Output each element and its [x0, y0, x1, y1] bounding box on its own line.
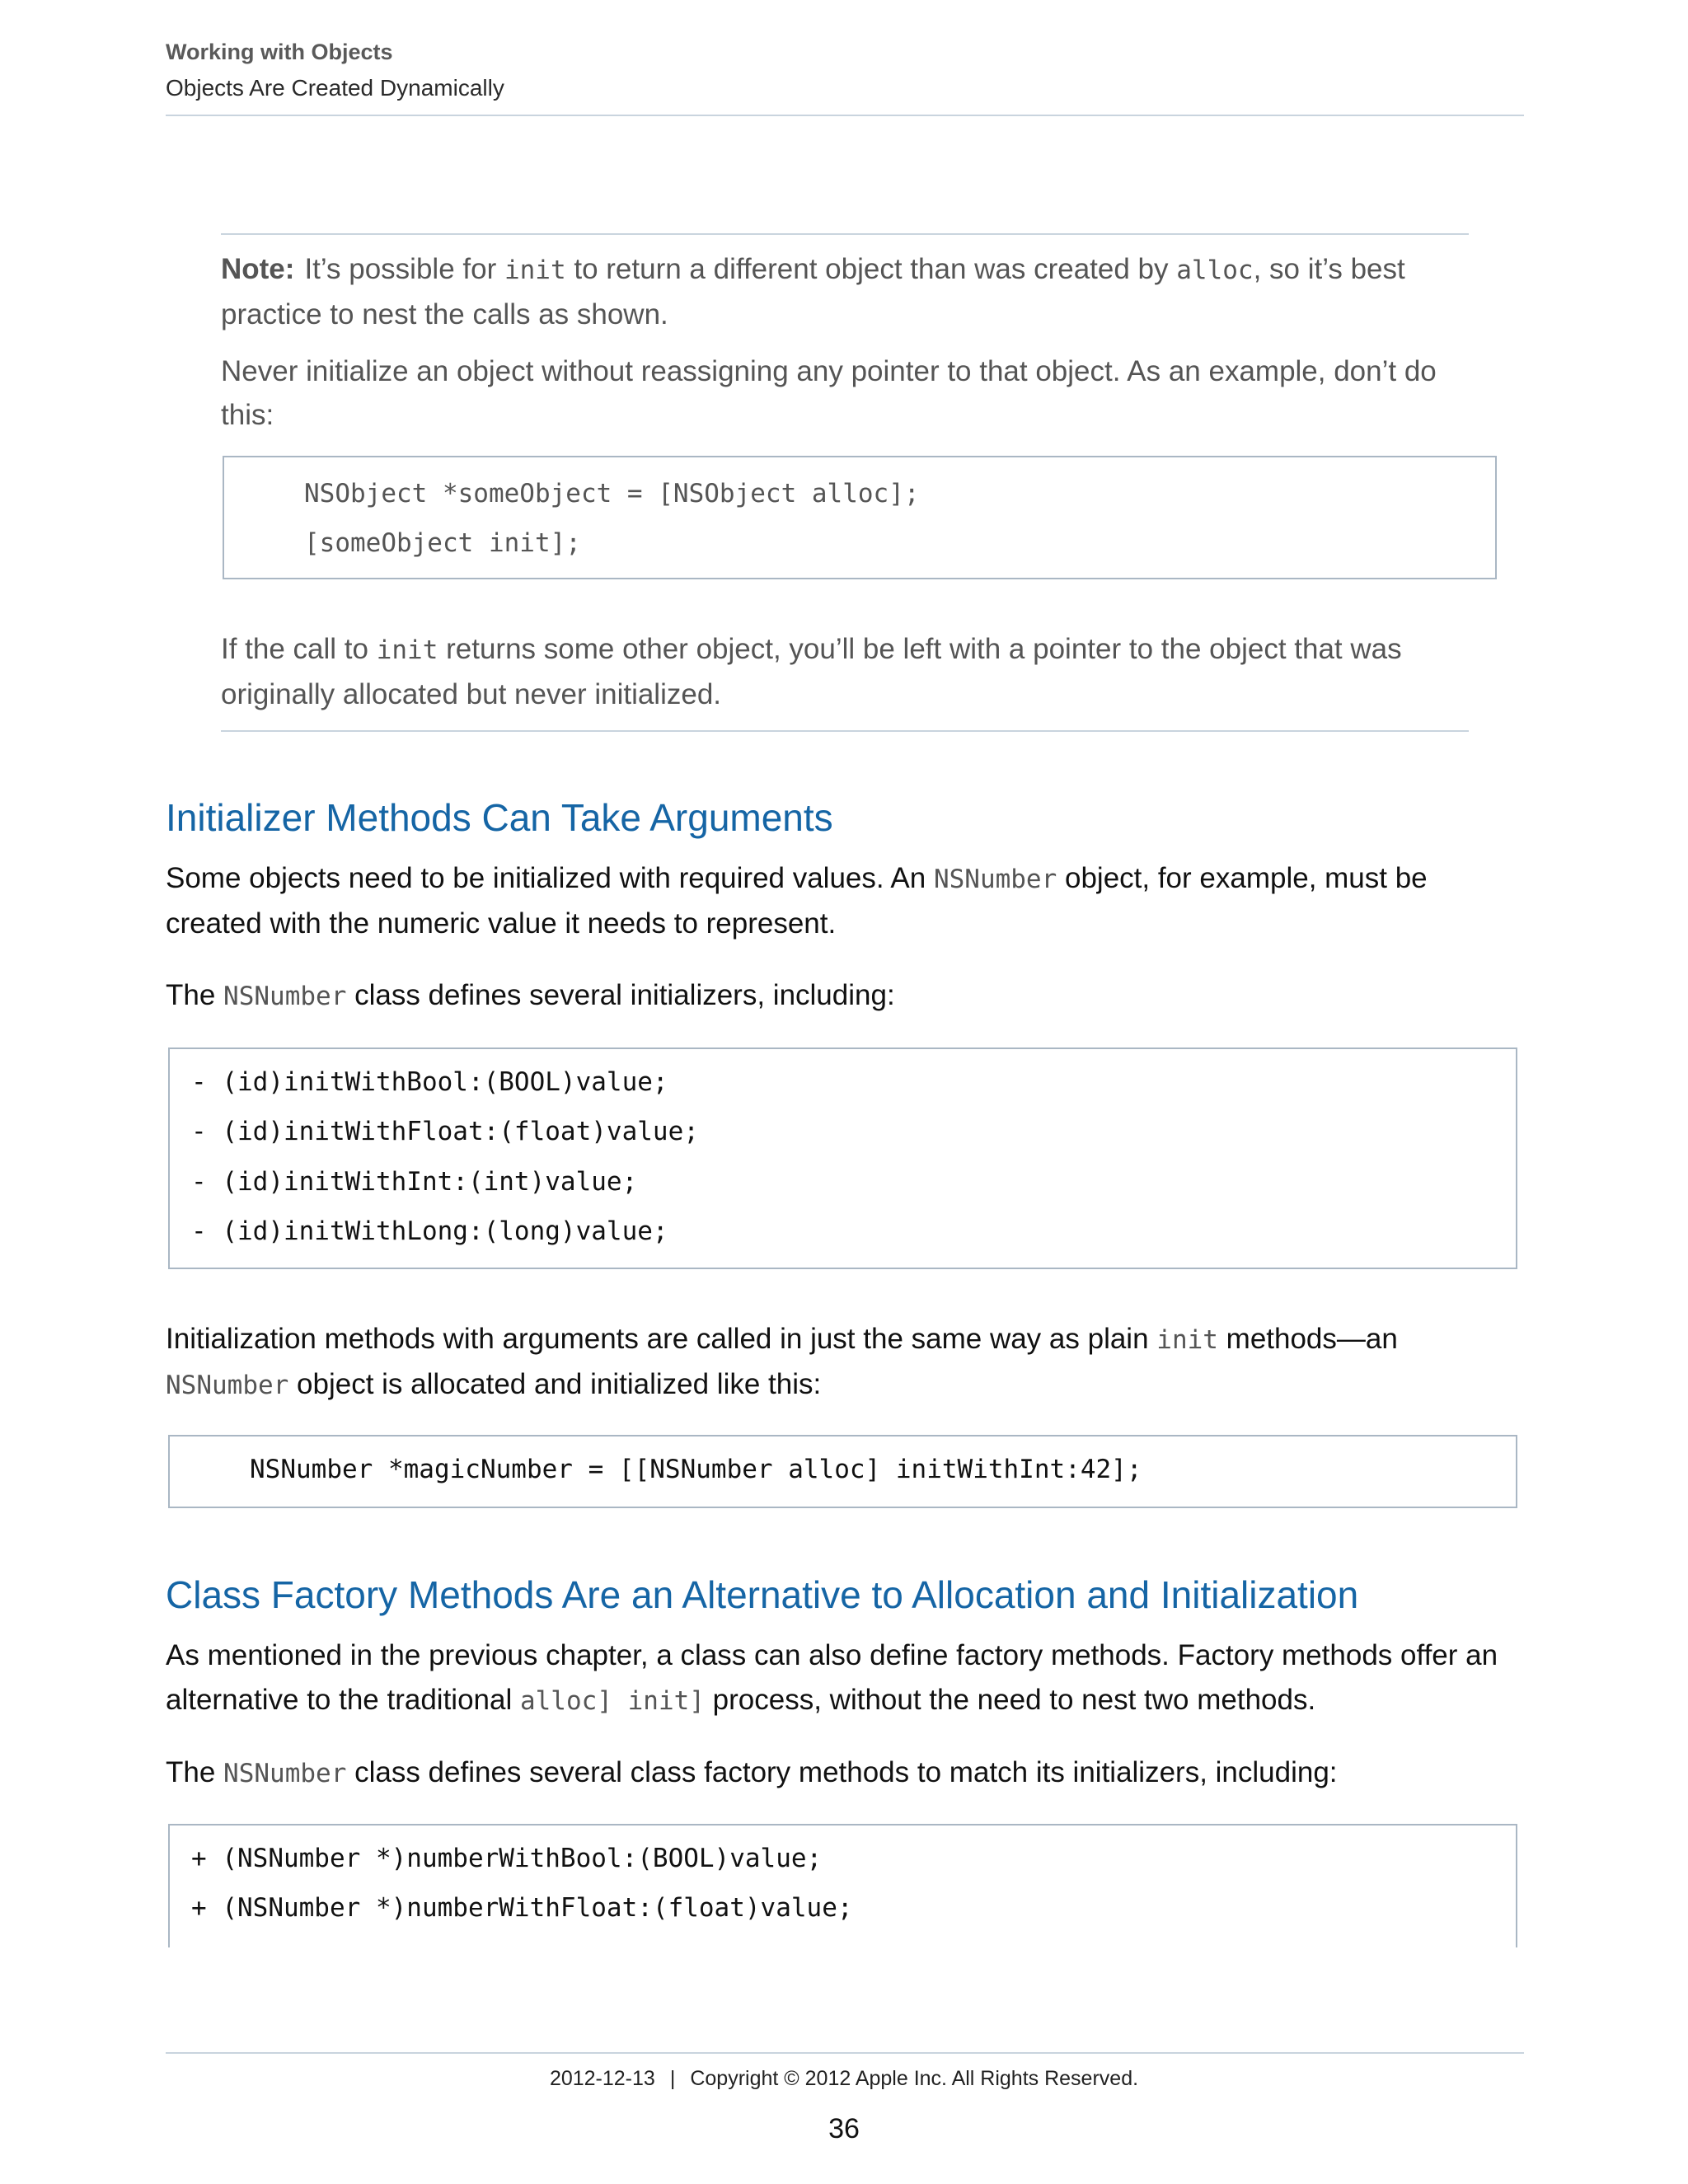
code-term: NSNumber: [166, 1371, 289, 1400]
note-label: Note:: [221, 253, 295, 285]
paragraph: Some objects need to be initialized with required values. An NSNumber object, for example, must be created with the numeric value it needs to represent.: [166, 862, 1428, 940]
magic-number-code-box: [168, 1435, 1517, 1508]
note-paragraph-1: Note: It’s possible for init to return a different object than was created by alloc, so it’s best practice to nest the calls as shown.: [221, 253, 1405, 330]
note-code-box: [223, 456, 1497, 579]
code-line: - (id)initWithFloat:(float)value;: [191, 1117, 699, 1146]
section-heading: Class Factory Methods Are an Alternative to Allocation and Initialization: [166, 1573, 1359, 1616]
code-line: + (NSNumber *)numberWithFloat:(float)value;: [191, 1893, 853, 1923]
paragraph: The NSNumber class defines several class factory methods to match its initializers, including:: [166, 1756, 1338, 1788]
paragraph: The NSNumber class defines several initializers, including:: [166, 979, 895, 1011]
code-term: init: [376, 635, 438, 665]
page-number: 36: [828, 2113, 860, 2144]
paragraph: Initialization methods with arguments are called in just the same way as plain init methods—an NSNumber object is allocated and initialized like this:: [166, 1323, 1398, 1400]
code-term: alloc] init]: [519, 1686, 705, 1716]
initializers-code-box: [168, 1047, 1517, 1269]
header-divider: [166, 115, 1524, 116]
note-paragraph-3: If the call to init returns some other object, you’ll be left with a pointer to the object that was originally allocated but never initialized.: [221, 633, 1402, 710]
code-line: [someObject init];: [304, 528, 581, 558]
code-term: init: [504, 255, 566, 285]
code-line: - (id)initWithInt:(int)value;: [191, 1167, 638, 1197]
paragraph: As mentioned in the previous chapter, a class can also define factory methods. Factory methods offer an alternative to the traditional alloc] init] process, without the need to nest two methods.: [166, 1639, 1498, 1716]
factory-methods-code-box: [168, 1824, 1517, 1947]
note-bottom-divider: [221, 730, 1469, 732]
code-line: NSObject *someObject = [NSObject alloc];: [304, 479, 920, 509]
code-line: - (id)initWithLong:(long)value;: [191, 1216, 668, 1246]
section-heading: Initializer Methods Can Take Arguments: [166, 796, 833, 839]
footer: [0, 2067, 1688, 2091]
code-term: alloc: [1176, 255, 1254, 285]
note-top-divider: [221, 233, 1469, 235]
footer-divider: [166, 2052, 1524, 2054]
code-term: NSNumber: [933, 865, 1057, 894]
code-line: NSNumber *magicNumber = [[NSNumber alloc] initWithInt:42];: [250, 1455, 1142, 1484]
section-title: Objects Are Created Dynamically: [166, 75, 504, 101]
code-line: + (NSNumber *)numberWithBool:(BOOL)value;: [191, 1844, 823, 1873]
footer-date: 2012-12-13: [549, 2067, 655, 2090]
chapter-title: Working with Objects: [166, 40, 393, 64]
code-line: - (id)initWithBool:(BOOL)value;: [191, 1067, 668, 1097]
note-paragraph-2: Never initialize an object without reassigning any pointer to that object. As an example, don’t do this:: [221, 355, 1437, 431]
code-term: NSNumber: [223, 1759, 347, 1788]
footer-copyright: Copyright © 2012 Apple Inc. All Rights Reserved.: [690, 2067, 1139, 2090]
code-term: NSNumber: [223, 982, 347, 1011]
footer-separator: |: [669, 2067, 676, 2090]
code-term: init: [1156, 1325, 1218, 1355]
